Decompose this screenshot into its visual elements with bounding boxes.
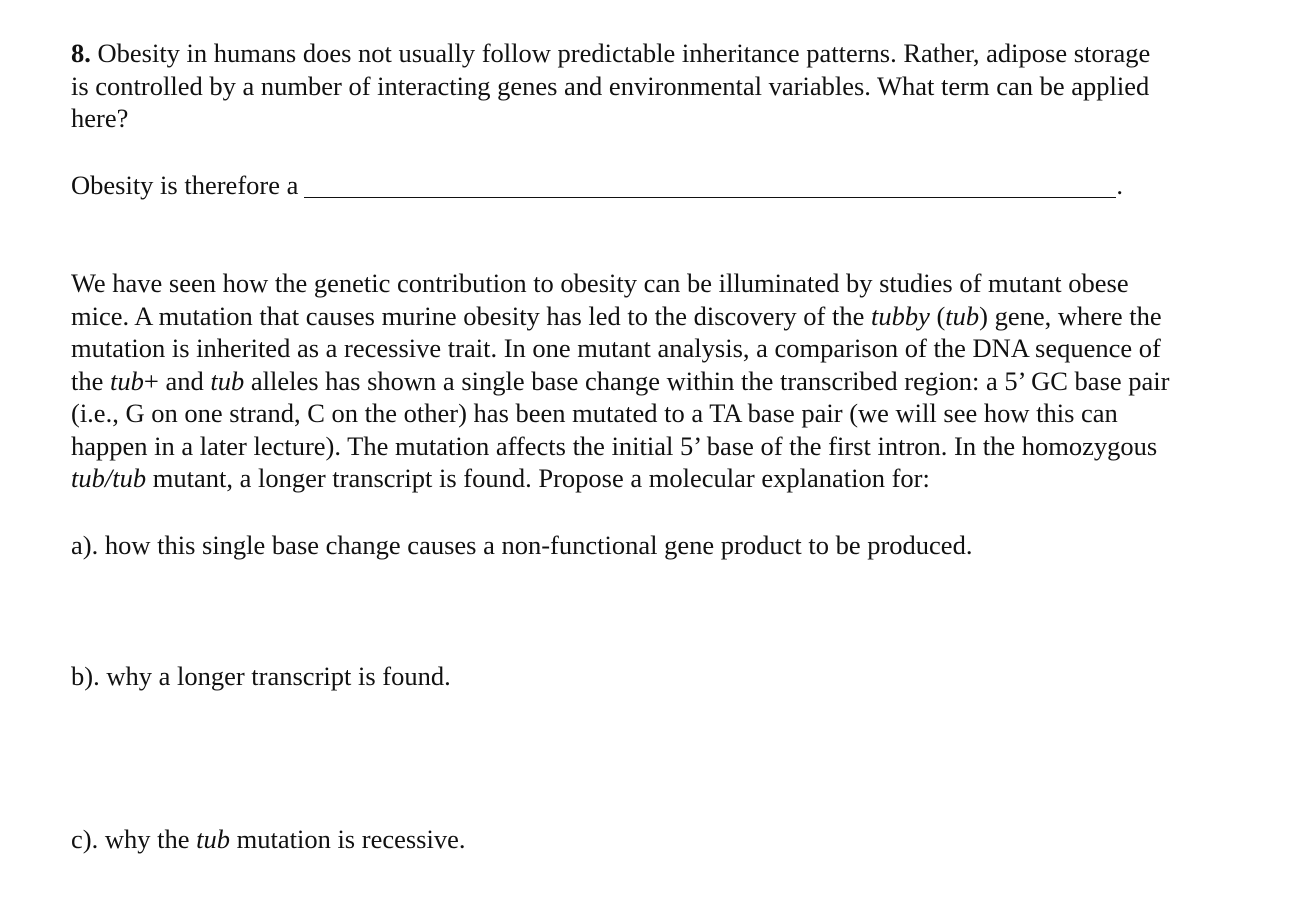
part-c-text: c). why the tub mutation is recessive. [71, 824, 466, 854]
genotype-tub-tub: tub/tub [71, 463, 147, 493]
passage-line-1: We have seen how the genetic contribution to obesity can be illuminated by studies of mutant obese [71, 268, 1129, 298]
answer-line [71, 169, 1271, 202]
part-b-text: b). why a longer transcript is found. [71, 661, 451, 691]
part-c [71, 823, 1271, 856]
answer-period: . [1116, 170, 1123, 200]
answer-blank[interactable] [304, 196, 1116, 198]
part-b [71, 660, 1271, 693]
passage-line-7: tub/tub mutant, a longer transcript is found. Propose a molecular explanation for: [71, 463, 930, 493]
question-line-1 [71, 37, 1271, 70]
passage-line-4: the tub+ and tub alleles has shown a single base change within the transcribed region: a 5’ GC base pair [71, 365, 1170, 396]
answer-prompt: Obesity is therefore a [71, 170, 299, 200]
gene-name-tubby: tubby [870, 300, 930, 331]
passage [71, 267, 1271, 495]
passage-line-6: happen in a later lecture). The mutation affects the initial 5’ base of the first intron. In the homozygous [71, 430, 1158, 461]
question-line-2: is controlled by a number of interacting genes and environmental variables. What term can be applied [71, 70, 1150, 101]
gene-symbol-tub: tub [945, 300, 980, 331]
question-text-1: Obesity in humans does not usually follow predictable inheritance patterns. Rather, adipose storage [90, 38, 1151, 68]
question-line-3: here? [71, 103, 129, 133]
question-intro [71, 37, 1271, 135]
part-a-text: a). how this single base change causes a non-functional gene product to be produced. [71, 530, 973, 560]
question-number: 8. [71, 38, 91, 68]
passage-line-5: (i.e., G on one strand, C on the other) has been mutated to a TA base pair (we will see how this can [71, 398, 1118, 428]
part-a [71, 529, 1271, 562]
passage-line-2: mice. A mutation that causes murine obesity has led to the discovery of the tubby (tub) gene, where the [71, 300, 1162, 331]
passage-line-3: mutation is inherited as a recessive trait. In one mutant analysis, a comparison of the DNA sequence of [71, 333, 1161, 363]
